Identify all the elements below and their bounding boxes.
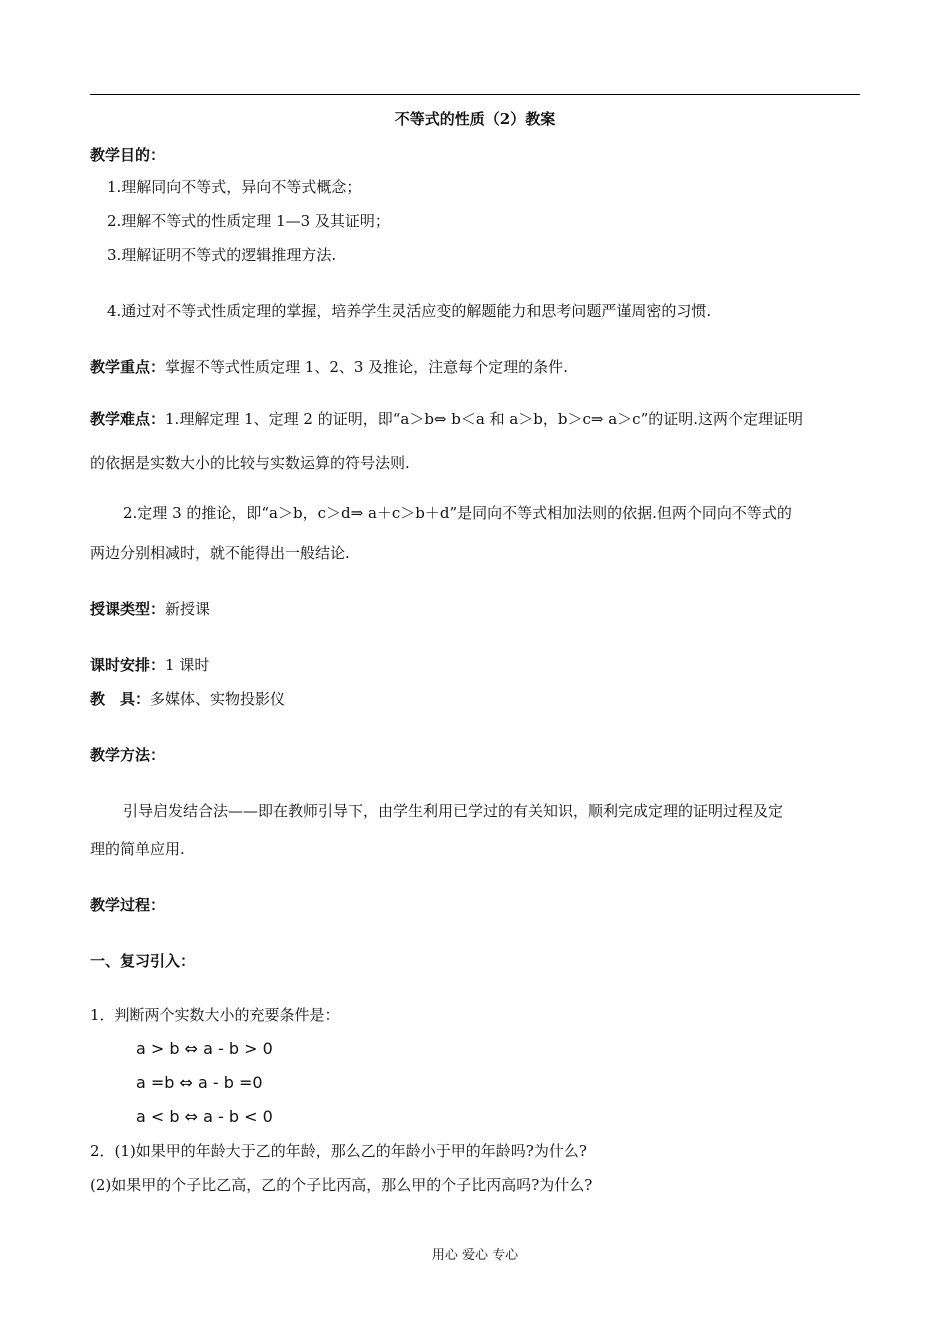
key-points-label: 教学重点： (90, 358, 166, 376)
formula-less: a < b ⇔ a - b < 0 (136, 1107, 273, 1126)
section1-heading: 一、复习引入： (90, 952, 196, 970)
schedule-label: 课时安排： (90, 656, 166, 674)
question-2a: 2．(1)如果甲的年龄大于乙的年龄，那么乙的年龄小于甲的年龄吗?为什么? (90, 1142, 587, 1160)
question-2b: (2)如果甲的个子比乙高，乙的个子比丙高，那么甲的个子比丙高吗?为什么? (90, 1176, 593, 1194)
document-title: 不等式的性质（2）教案 (394, 110, 556, 128)
method-line-1: 引导启发结合法——即在教师引导下，由学生利用已学过的有关知识，顺利完成定理的证明过程及定 (123, 802, 784, 820)
difficulties-line-2: 的依据是实数大小的比较与实数运算的符号法则. (90, 454, 410, 472)
objective-item-3: 3.理解证明不等式的逻辑推理方法. (107, 246, 337, 264)
difficulties-line-1 (90, 408, 860, 430)
question-1: 1．判断两个实数大小的充要条件是： (90, 1006, 340, 1024)
method-line-2: 理的简单应用. (90, 840, 185, 858)
page-footer: 用心 爱心 专心 (431, 1248, 519, 1263)
difficulties-label: 教学难点： (90, 410, 166, 428)
formula-equal: a =b ⇔ a - b =0 (136, 1073, 263, 1092)
key-points (90, 356, 860, 378)
objectives-heading: 教学目的： (90, 146, 166, 164)
objective-item-1: 1.理解同向不等式，异向不等式概念； (107, 178, 362, 196)
difficulties-text-1: 1.理解定理 1、定理 2 的证明，即“a＞b⇔ b＜a 和 a＞b，b＞c⇒ a＞c”的证明.这两个定理证明 (165, 410, 804, 428)
lesson-type-label: 授课类型： (90, 600, 166, 618)
tools-value: 多媒体、实物投影仪 (150, 690, 286, 708)
formula-greater: a > b ⇔ a - b > 0 (136, 1039, 273, 1058)
schedule-value: 1 课时 (165, 656, 210, 674)
process-heading: 教学过程： (90, 896, 166, 914)
tools (90, 688, 860, 710)
key-points-text: 掌握不等式性质定理 1、2、3 及推论，注意每个定理的条件. (165, 358, 568, 376)
objective-item-2: 2.理解不等式的性质定理 1—3 及其证明； (107, 212, 390, 230)
lesson-type-value: 新授课 (165, 600, 211, 618)
schedule (90, 654, 860, 676)
method-heading: 教学方法： (90, 746, 166, 764)
difficulties-line-4: 两边分别相减时，就不能得出一般结论. (90, 544, 350, 562)
tools-label: 教 具： (90, 690, 151, 708)
objective-item-4: 4.通过对不等式性质定理的掌握，培养学生灵活应变的解题能力和思考问题严谨周密的习惯. (107, 302, 712, 320)
lesson-type (90, 598, 860, 620)
difficulties-line-3: 2.定理 3 的推论，即“a＞b，c＞d⇒ a＋c＞b＋d”是同向不等式相加法则的依据.但两个同向不等式的 (123, 504, 792, 522)
header-rule (90, 94, 860, 95)
